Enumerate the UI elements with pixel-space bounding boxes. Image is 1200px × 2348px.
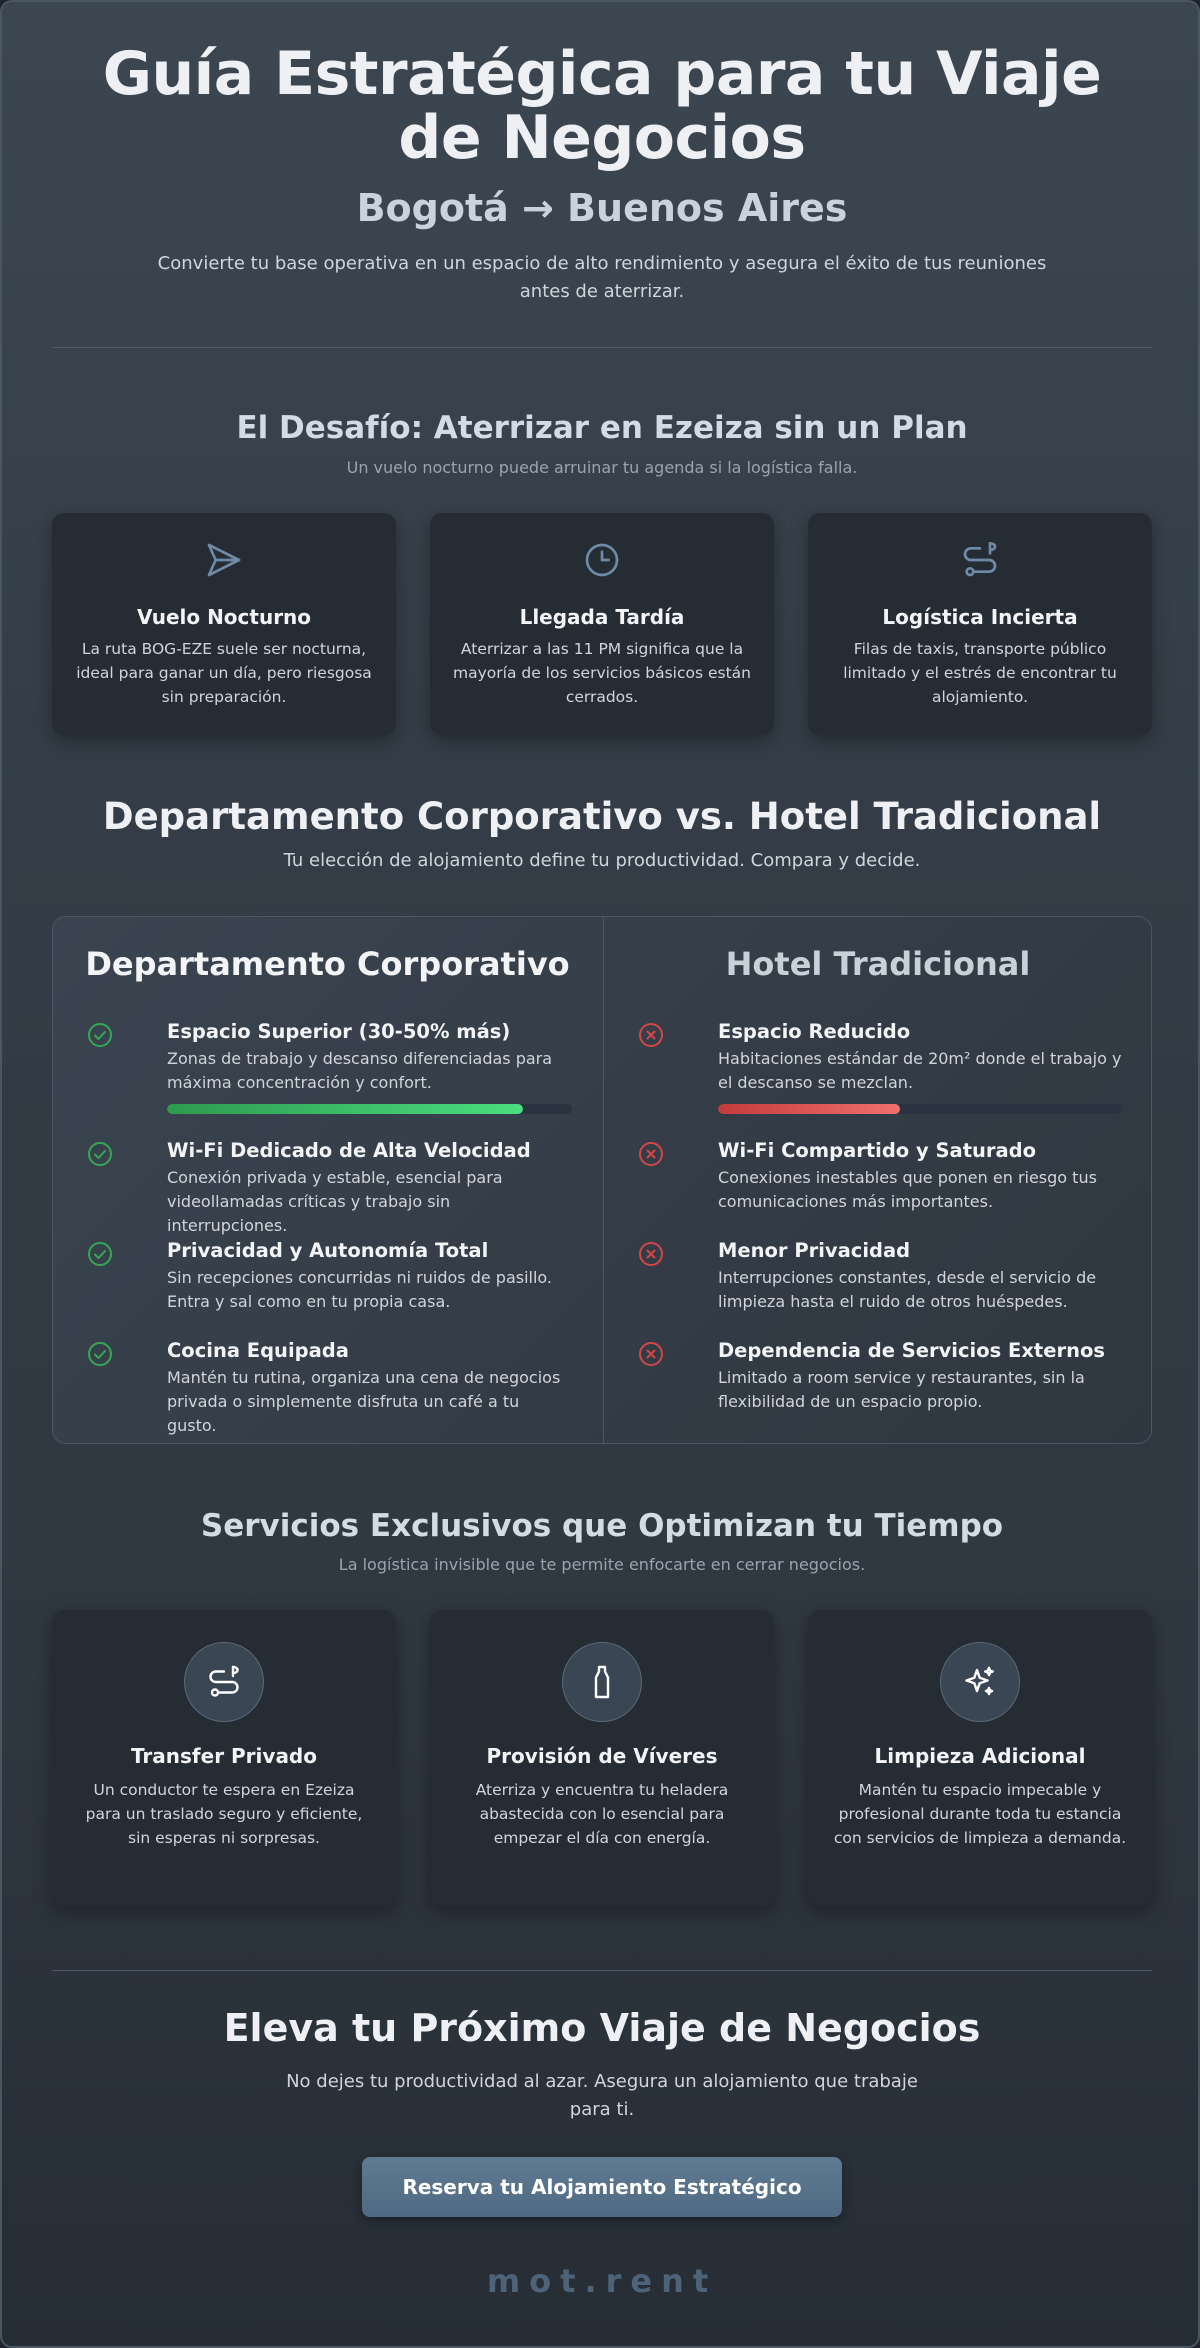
card-title: Vuelo Nocturno — [136, 605, 312, 629]
paper-plane-icon — [52, 540, 396, 580]
feature-title: Menor Privacidad — [718, 1239, 911, 1262]
services-subtitle: La logística invisible que te permite enfocarte en cerrar negocios. — [338, 1555, 866, 1574]
brand-logo: mot.rent — [486, 2262, 718, 2300]
feature-title: Dependencia de Servicios Externos — [718, 1339, 1105, 1362]
service-card-transfer — [52, 1610, 396, 1906]
route-icon — [184, 1642, 264, 1722]
feature-text: Habitaciones estándar de 20m² donde el trabajo y el descanso se mezclan. — [718, 1049, 1122, 1092]
service-icon-wrap — [430, 1642, 774, 1722]
feature-title: Espacio Superior (30-50% más) — [167, 1020, 511, 1043]
feature-title: Wi-Fi Dedicado de Alta Velocidad — [167, 1139, 531, 1162]
feature-text: Conexión privada y estable, esencial para videollamadas críticas y trabajo sin interrupciones. — [167, 1168, 503, 1235]
feature-title: Cocina Equipada — [167, 1339, 349, 1362]
service-icon-wrap — [52, 1642, 396, 1722]
comparison-table — [52, 916, 1152, 1444]
card-title: Transfer Privado — [130, 1744, 317, 1768]
card-text: Aterrizar a las 11 PM significa que la mayoría de los servicios básicos están cerrados. — [453, 640, 751, 706]
check-circle-icon — [87, 1241, 113, 1267]
page-title: Guía Estratégica para tu Viaje de Negocios — [102, 39, 1102, 173]
feature-text: Zonas de trabajo y descanso diferenciadas para máxima concentración y confort. — [167, 1049, 553, 1092]
feature-text: Interrupciones constantes, desde el servicio de limpieza hasta el ruido de otros huéspedes. — [718, 1268, 1097, 1311]
x-circle-icon — [638, 1141, 664, 1167]
comparison-title: Departamento Corporativo vs. Hotel Tradicional — [102, 795, 1102, 838]
x-circle-icon — [638, 1022, 664, 1048]
route-subtitle: Bogotá → Buenos Aires — [356, 186, 848, 230]
service-icon-wrap — [808, 1642, 1152, 1722]
services-title: Servicios Exclusivos que Optimizan tu Tiempo — [200, 1508, 1004, 1544]
space-bar-fill — [718, 1104, 900, 1114]
clock-icon — [430, 540, 774, 580]
service-card-cleaning — [808, 1610, 1152, 1906]
hero-intro: Convierte tu base operativa en un espacio de alto rendimiento y asegura el éxito de tus reuniones antes de aterrizar. — [157, 253, 1047, 302]
space-bar — [718, 1104, 1122, 1114]
column-heading: Hotel Tradicional — [725, 945, 1031, 983]
card-text: Mantén tu espacio impecable y profesional durante toda tu estancia con servicios de limpieza a demanda. — [833, 1781, 1127, 1847]
card-text: Un conductor te espera en Ezeiza para un traslado seguro y eficiente, sin esperas ni sorpresas. — [85, 1781, 363, 1847]
card-text: Aterriza y encuentra tu heladera abastecida con lo esencial para empezar el día con energía. — [475, 1781, 729, 1847]
space-bar — [167, 1104, 572, 1114]
divider — [52, 1970, 1152, 1971]
card-title: Provisión de Víveres — [486, 1744, 718, 1768]
challenge-card-night-flight — [52, 513, 396, 735]
feature-text: Limitado a room service y restaurantes, sin la flexibilidad de un espacio propio. — [718, 1368, 1085, 1411]
divider — [52, 347, 1152, 348]
cta-title: Eleva tu Próximo Viaje de Negocios — [223, 2006, 981, 2050]
check-circle-icon — [87, 1341, 113, 1367]
corporate-apartment-column — [53, 917, 602, 1443]
feature-title: Espacio Reducido — [718, 1020, 911, 1043]
check-circle-icon — [87, 1022, 113, 1048]
challenge-title: El Desafío: Aterrizar en Ezeiza sin un Plan — [236, 410, 968, 446]
traditional-hotel-column — [603, 917, 1152, 1443]
x-circle-icon — [638, 1241, 664, 1267]
column-heading: Departamento Corporativo — [85, 945, 570, 983]
comparison-subtitle: Tu elección de alojamiento define tu productividad. Compara y decide. — [283, 850, 921, 871]
feature-text: Mantén tu rutina, organiza una cena de negocios privada o simplemente disfruta un café a tu gusto. — [167, 1368, 561, 1435]
challenge-card-late-arrival — [430, 513, 774, 735]
card-text: La ruta BOG-EZE suele ser nocturna, ideal para ganar un día, pero riesgosa sin preparación. — [76, 640, 372, 706]
space-bar-fill — [167, 1104, 523, 1114]
feature-title: Wi-Fi Compartido y Saturado — [718, 1139, 1037, 1162]
hero-section — [52, 39, 1152, 306]
feature-title: Privacidad y Autonomía Total — [167, 1239, 489, 1262]
card-title: Logística Incierta — [882, 605, 1078, 629]
milk-bottle-icon — [562, 1642, 642, 1722]
route-icon — [808, 540, 1152, 580]
service-card-groceries — [430, 1610, 774, 1906]
reserve-button[interactable]: Reserva tu Alojamiento Estratégico — [362, 2157, 842, 2217]
challenge-subtitle: Un vuelo nocturno puede arruinar tu agenda si la logística falla. — [346, 458, 858, 477]
feature-text: Conexiones inestables que ponen en riesgo tus comunicaciones más importantes. — [718, 1168, 1097, 1211]
challenge-card-logistics — [808, 513, 1152, 735]
x-circle-icon — [638, 1341, 664, 1367]
card-title: Llegada Tardía — [519, 605, 685, 629]
feature-text: Sin recepciones concurridas ni ruidos de pasillo. Entra y sal como en tu propia casa. — [167, 1268, 553, 1311]
sparkles-icon — [940, 1642, 1020, 1722]
card-text: Filas de taxis, transporte público limitado y el estrés de encontrar tu alojamiento. — [843, 640, 1117, 706]
check-circle-icon — [87, 1141, 113, 1167]
cta-text: No dejes tu productividad al azar. Asegura un alojamiento que trabaje para ti. — [286, 2071, 918, 2120]
card-title: Limpieza Adicional — [874, 1744, 1086, 1768]
